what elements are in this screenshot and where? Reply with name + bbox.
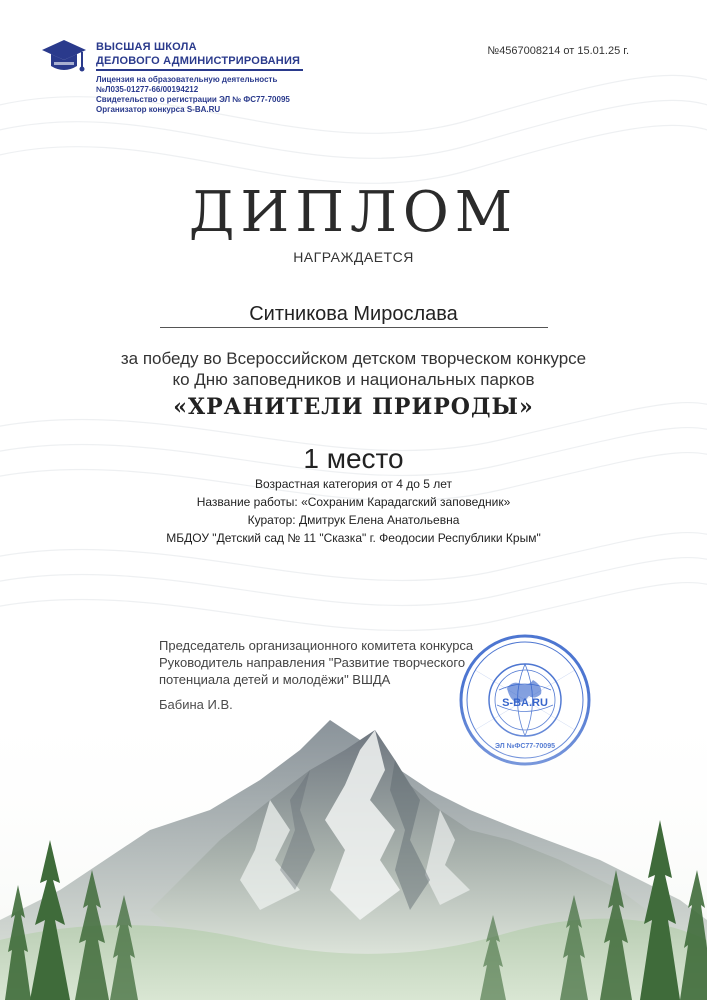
diploma-title: ДИПЛОМ <box>188 180 519 245</box>
age-category: Возрастная категория от 4 до 5 лет <box>254 477 452 491</box>
signature-line3: потенциала детей и молодёжи" ВШДА <box>159 672 391 687</box>
org-underline <box>96 69 303 71</box>
description-line2: ко Дню заповедников и национальных парков <box>172 370 535 389</box>
curator: Куратор: Дмитрук Елена Анатольевна <box>247 513 460 527</box>
org-name-line2: ДЕЛОВОГО АДМИНИСТРИРОВАНИЯ <box>96 55 301 67</box>
description-line1: за победу во Всероссийском детском творческом конкурсе <box>120 349 587 368</box>
recipient-name: Ситникова Мирослава <box>249 303 458 325</box>
institution: МБДОУ "Детский сад № 11 "Сказка" г. Феодосии Республики Крым" <box>166 531 541 545</box>
document-number: №4567008214 от 15.01.25 г. <box>487 45 629 57</box>
place-result: 1 место <box>303 443 404 474</box>
contest-name: «ХРАНИТЕЛИ ПРИРОДЫ» <box>173 394 534 420</box>
registration-line: Свидетельство о регистрации ЭЛ № ФС77-70095 <box>96 95 290 104</box>
license-line: Лицензия на образовательную деятельность <box>96 75 278 84</box>
graduation-cap-logo-icon <box>40 38 88 78</box>
awarded-label: НАГРАЖДАЕТСЯ <box>293 249 414 265</box>
signature-line1: Председатель организационного комитета конкурса <box>159 638 474 653</box>
license-number: №Л035-01277-66/00194212 <box>96 85 199 94</box>
org-name-line1: ВЫСШАЯ ШКОЛА <box>96 41 197 53</box>
work-title: Название работы: «Сохраним Карадагский заповедник» <box>196 495 511 509</box>
name-underline <box>160 327 548 328</box>
signature-line2: Руководитель направления "Развитие творческого <box>159 655 466 670</box>
organizer-line: Организатор конкурса S-BA.RU <box>96 105 221 114</box>
mountain-landscape-illustration <box>0 690 707 1000</box>
